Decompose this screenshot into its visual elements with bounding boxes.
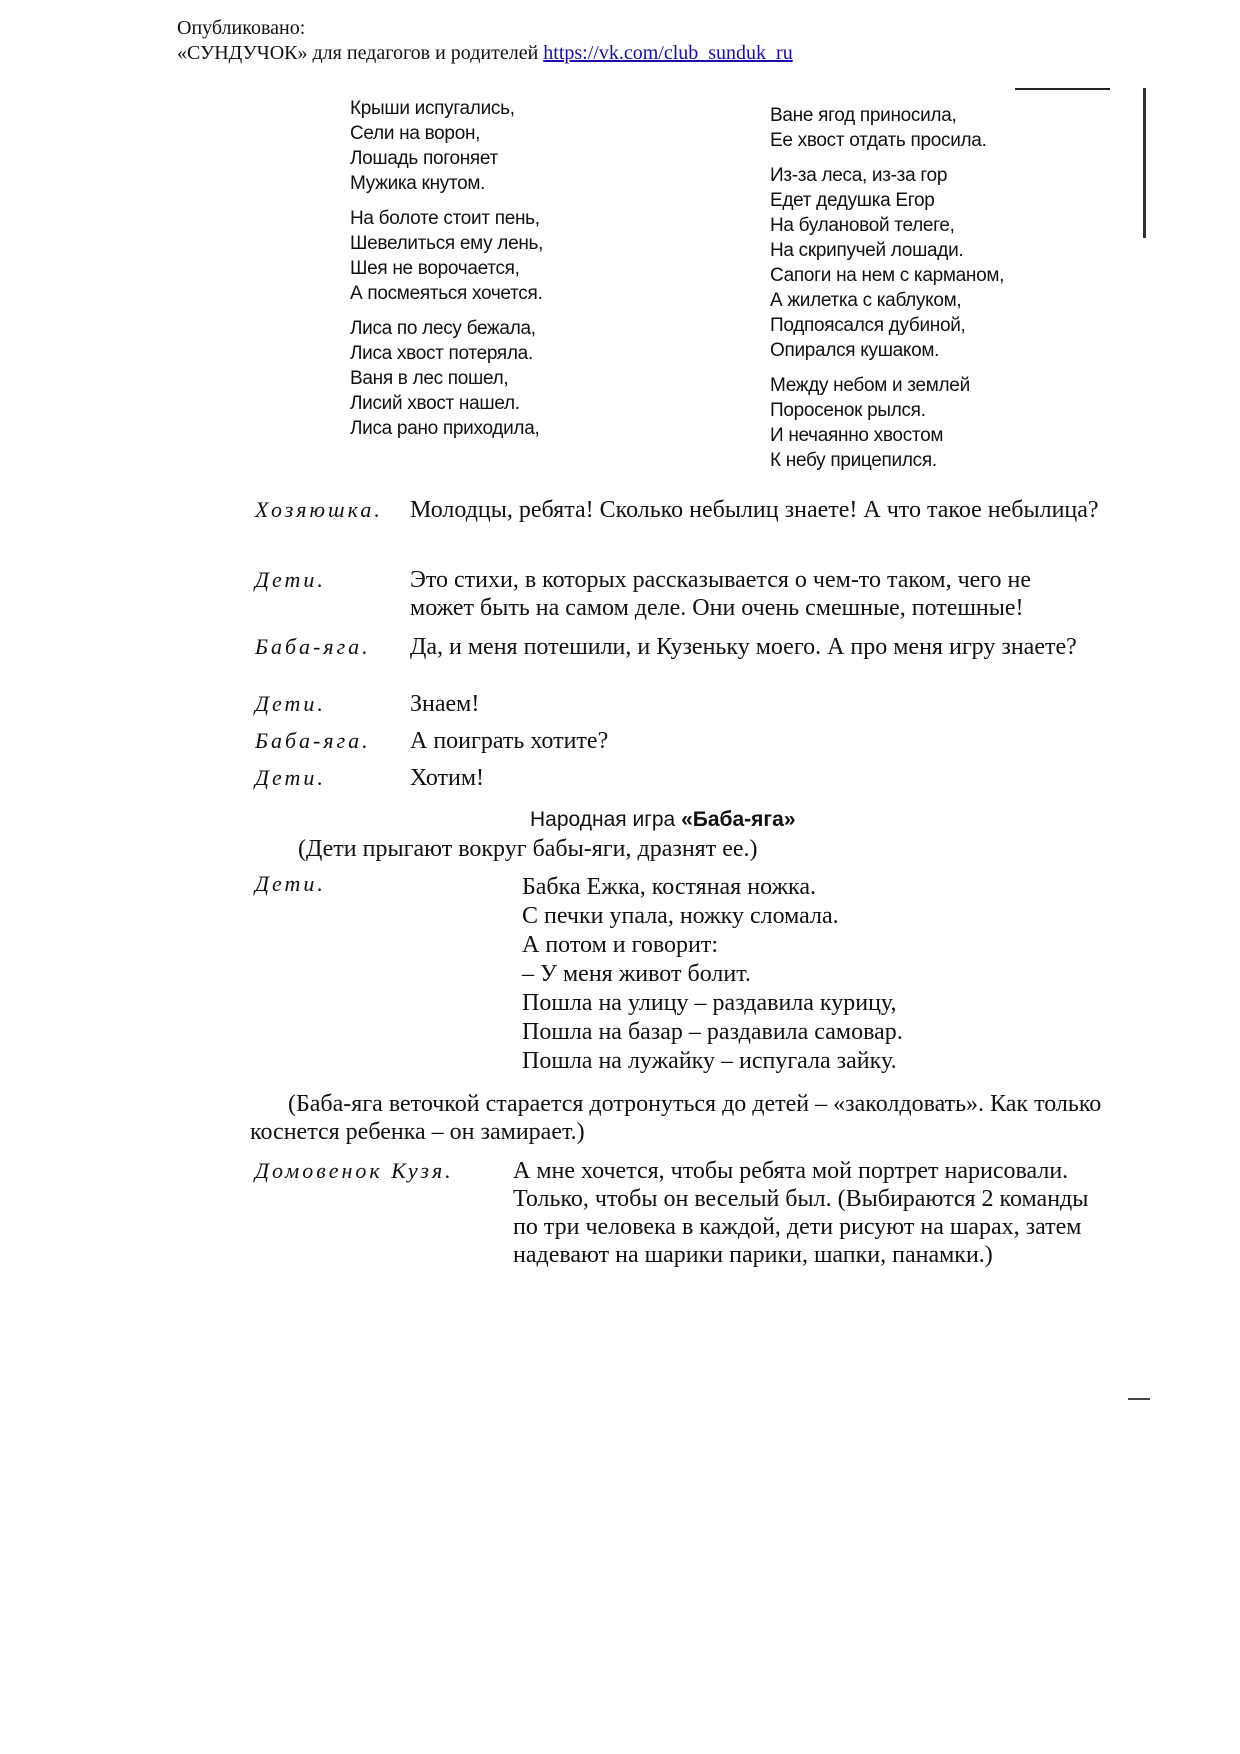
dialogue-line	[255, 764, 1105, 792]
game-title	[530, 808, 796, 832]
dialogue-line	[255, 496, 1105, 552]
speech-text: Да, и меня потешили, и Кузеньку моего. А про меня игру знаете?	[410, 634, 1077, 660]
stanza	[350, 316, 543, 441]
poem-line: Лиса по лесу бежала,	[350, 318, 536, 339]
poem-line: К небу прицепился.	[770, 450, 937, 471]
poem-line: Шея не ворочается,	[350, 258, 520, 279]
dialogue-line-kuzya	[255, 1157, 1105, 1307]
speaker-name: Баба-яга.	[255, 634, 371, 659]
poem-line: Мужика кнутом.	[350, 173, 486, 194]
source-line	[177, 41, 793, 66]
dialogue-line	[255, 633, 1105, 689]
speech-text: Молодцы, ребята! Сколько небылиц знаете! А что такое небылица?	[410, 497, 1099, 523]
poem-line: Лисий хвост нашел.	[350, 393, 520, 414]
stanza	[770, 163, 1004, 363]
speaker-name: Дети.	[255, 765, 326, 790]
poem-line: И нечаянно хвостом	[770, 425, 944, 446]
publication-header	[177, 16, 793, 66]
speaker-name: Хозяюшка.	[255, 497, 383, 522]
poem-column-right	[770, 103, 1004, 483]
poem-line: Пошла на улицу – раздавила курицу,	[522, 990, 897, 1016]
page-edge-mark	[1128, 1398, 1150, 1400]
poem-line: Ее хвост отдать просила.	[770, 130, 987, 151]
dialogue-line	[255, 690, 1105, 718]
poem-line: Лиса рано приходила,	[350, 418, 540, 439]
poem-line: На болоте стоит пень,	[350, 208, 540, 229]
poem-line: Ваня в лес пошел,	[350, 368, 509, 389]
stanza	[350, 96, 543, 196]
stanza	[770, 103, 1004, 153]
poem-column-left	[350, 96, 543, 451]
speaker-name: Дети.	[255, 691, 326, 716]
poem-line: Поросенок рылся.	[770, 400, 926, 421]
published-label: Опубликовано:	[177, 17, 306, 39]
poem-line: Опирался кушаком.	[770, 340, 940, 361]
speech-text: А поиграть хотите?	[410, 728, 609, 754]
stage-direction: (Дети прыгают вокруг бабы-яги, дразнят ее.)	[298, 836, 758, 862]
poem-line: – У меня живот болит.	[522, 961, 751, 987]
speaker-name: Дети.	[255, 567, 326, 592]
poem-line: Шевелиться ему лень,	[350, 233, 544, 254]
speaker-name: Баба-яга.	[255, 728, 371, 753]
stanza	[770, 373, 1004, 473]
game-poem	[522, 873, 903, 1076]
poem-line: На скрипучей лошади.	[770, 240, 964, 261]
poem-line: Сели на ворон,	[350, 123, 481, 144]
page-edge-vertical	[1143, 88, 1146, 238]
speaker-name: Дети.	[255, 871, 326, 896]
poem-line: Пошла на базар – раздавила самовар.	[522, 1019, 903, 1045]
game-title-prefix: Народная игра	[530, 808, 682, 831]
poem-line: Едет дедушка Егор	[770, 190, 935, 211]
stage-direction-2: (Баба-яга веточкой старается дотронуться до детей – «заколдовать». Как только коснется ребенка – он замирает.)	[250, 1091, 1102, 1145]
game-title-name: «Баба-яга»	[681, 808, 796, 831]
poem-line: А посмеяться хочется.	[350, 283, 543, 304]
poem-line: Подпоясался дубиной,	[770, 315, 966, 336]
poem-line: Лошадь погоняет	[350, 148, 498, 169]
dialogue-line	[255, 727, 1105, 755]
poem-line: Сапоги на нем с карманом,	[770, 265, 1005, 286]
poem-line: А жилетка с каблуком,	[770, 290, 962, 311]
vk-link[interactable]: https://vk.com/club_sunduk_ru	[543, 42, 793, 64]
poem-line: Из-за леса, из-за гор	[770, 165, 948, 186]
source-text: «СУНДУЧОК» для педагогов и родителей	[177, 42, 539, 64]
dialogue-line	[255, 566, 1105, 622]
poem-line: Ване ягод приносила,	[770, 105, 957, 126]
speech-text: Знаем!	[410, 691, 480, 717]
poem-line: На булановой телеге,	[770, 215, 955, 236]
speech-text: Это стихи, в которых рассказывается о чем-то таком, чего не может быть на самом деле. Они очень смешные, потешные!	[410, 567, 1032, 621]
poem-line: Между небом и землей	[770, 375, 970, 396]
poem-line: Крыши испугались,	[350, 98, 515, 119]
speech-text: А мне хочется, чтобы ребята мой портрет нарисовали. Только, чтобы он веселый был. (Выбираются 2 команды по три человека в каждой, дети рисуют на шарах, затем надевают на шарики парики, шапки, панамки.)	[513, 1158, 1089, 1268]
speaker-name: Домовенок Кузя.	[255, 1158, 454, 1183]
poem-line: С печки упала, ножку сломала.	[522, 903, 839, 929]
page-edge-rule	[1015, 88, 1110, 90]
poem-line: Пошла на лужайку – испугала зайку.	[522, 1048, 897, 1074]
poem-line: Лиса хвост потеряла.	[350, 343, 533, 364]
poem-line: А потом и говорит:	[522, 932, 719, 958]
stanza	[350, 206, 543, 306]
poem-line: Бабка Ежка, костяная ножка.	[522, 874, 816, 900]
speech-text: Хотим!	[410, 765, 485, 791]
